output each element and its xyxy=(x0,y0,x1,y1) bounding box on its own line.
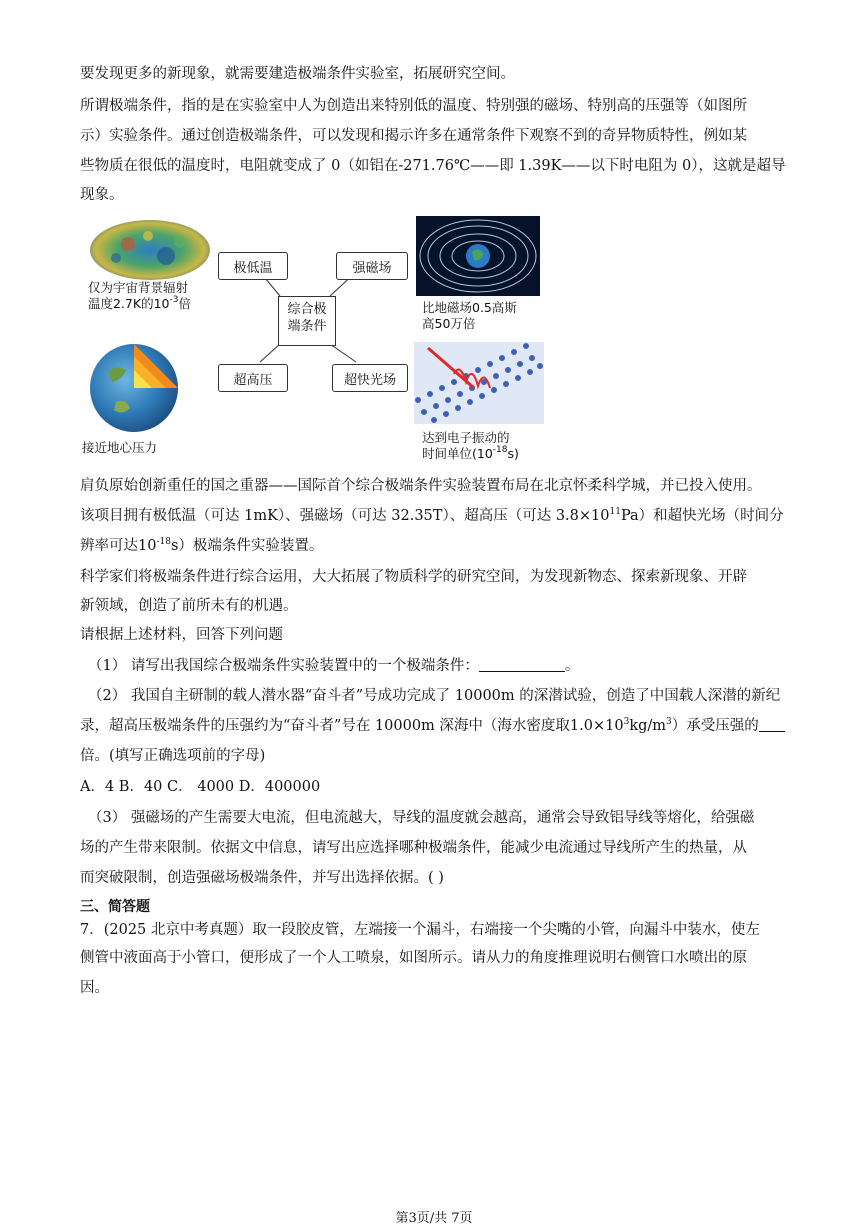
question-3-line-3: 而突破限制，创造强磁场极端条件，并写出选择依据。( ) xyxy=(80,870,444,886)
intro-line-2: 所谓极端条件，指的是在实验室中人为创造出来特别低的温度、特别强的磁场、特别高的压强等（如图所 xyxy=(80,98,747,114)
para3-line-3: 请根据上述材料，回答下列问题 xyxy=(80,627,283,643)
question-7-line-1: 7．(2025 北京中考真题）取一段胶皮管，左端接一个漏斗，右端接一个尖嘴的小管，向漏斗中装水，使左 xyxy=(80,922,760,938)
question-2-line-2: 录，超高压极端条件的压强约为“奋斗者”号在 10000m 深海中（海水密度取$1.0\times 10^3kg/m^3$）承受压强的 xyxy=(80,716,785,736)
caption-magnetic-line-1: 比地磁场0.5高斯 xyxy=(422,300,517,315)
magnetic-field-image xyxy=(416,216,540,296)
question-2-options: A．4 B．40 C． 4000 D．400000 xyxy=(80,779,321,795)
question-3-line-1: （3） 强磁场的产生需要大电流，但电流越大，导线的温度就会越高，通常会导致铝导线等熔化，给强磁 xyxy=(88,810,755,826)
caption-ultrafast-line-2: 时间单位$(10^{-18}s)$ xyxy=(422,445,519,461)
question-3-line-2: 场的产生带来限制。依据文中信息，请写出应选择哪种极端条件，能减少电流通过导线所产生的热量，从 xyxy=(80,840,747,856)
box-combined-conditions xyxy=(278,296,336,346)
para2-line-1: 肩负原始创新重任的国之重器——国际首个综合极端条件实验装置布局在北京怀柔科学城，并已投入使用。 xyxy=(80,478,762,494)
question-2-line-3: 倍。(填写正确选项前的字母) xyxy=(80,748,266,764)
para2-line-3: 辨率可达$10^{-18}s$）极端条件实验装置。 xyxy=(80,537,324,554)
lattice-image xyxy=(414,342,544,424)
box-strong-magnetic: 强磁场 xyxy=(336,252,408,280)
question-7-line-2: 侧管中液面高于小管口，便形成了一个人工喷泉，如图所示。请从力的角度推理说明右侧管口水喷出的原 xyxy=(80,950,747,966)
question-1: （1） 请写出我国综合极端条件实验装置中的一个极端条件： 。 xyxy=(88,658,580,674)
para3-line-1: 科学家们将极端条件进行综合运用，大大拓展了物质科学的研究空间，为发现新物态、探索新现象、开辟 xyxy=(80,569,747,585)
para3-line-2: 新领域，创造了前所未有的机遇。 xyxy=(80,598,298,614)
question-2-line-1: （2） 我国自主研制的载人潜水器“奋斗者”号成功完成了 10000m 的深潜试验，创造了中国载人深潜的新纪 xyxy=(88,688,781,704)
para2-line-2: 该项目拥有极低温（可达 1mK）、强磁场（可达 32.35T）、超高压（可达 $3.8\times 10^{11}Pa$）和超快光场（时间分 xyxy=(80,507,784,524)
intro-line-5: 现象。 xyxy=(80,187,124,203)
center-label-line-1: 综合极 xyxy=(287,302,327,317)
intro-line-3: 示）实验条件。通过创造极端条件，可以发现和揭示许多在通常条件下观察不到的奇异物质特性，例如某 xyxy=(80,128,747,144)
box-low-temperature: 极低温 xyxy=(218,252,288,280)
center-label-line-2: 端条件 xyxy=(287,319,327,334)
caption-magnetic-line-2: 高50万倍 xyxy=(422,316,476,331)
caption-cmb-line-2: 温度2.7K的$10^{-3}$倍 xyxy=(88,295,191,311)
section-title: 三、简答题 xyxy=(80,899,150,915)
box-ultrafast-light: 超快光场 xyxy=(332,364,408,392)
answer-blank-q2[interactable] xyxy=(759,717,785,732)
box-high-pressure: 超高压 xyxy=(218,364,288,392)
caption-earth: 接近地心压力 xyxy=(82,440,158,455)
question-7-line-3: 因。 xyxy=(80,980,109,996)
page-number: 第3页/共 7页 xyxy=(395,1211,473,1226)
caption-ultrafast-line-1: 达到电子振动的 xyxy=(422,430,510,445)
caption-cmb-line-1: 仅为宇宙背景辐射 xyxy=(88,280,189,295)
intro-line-1: 要发现更多的新现象，就需要建造极端条件实验室，拓展研究空间。 xyxy=(80,66,515,82)
extreme-conditions-figure xyxy=(80,212,550,467)
answer-blank-q1[interactable] xyxy=(479,657,565,672)
intro-line-4: 些物质在很低的温度时，电阻就变成了 0（如铝在-271.76℃——即 1.39K——以下时电阻为 0），这就是超导 xyxy=(80,158,786,174)
